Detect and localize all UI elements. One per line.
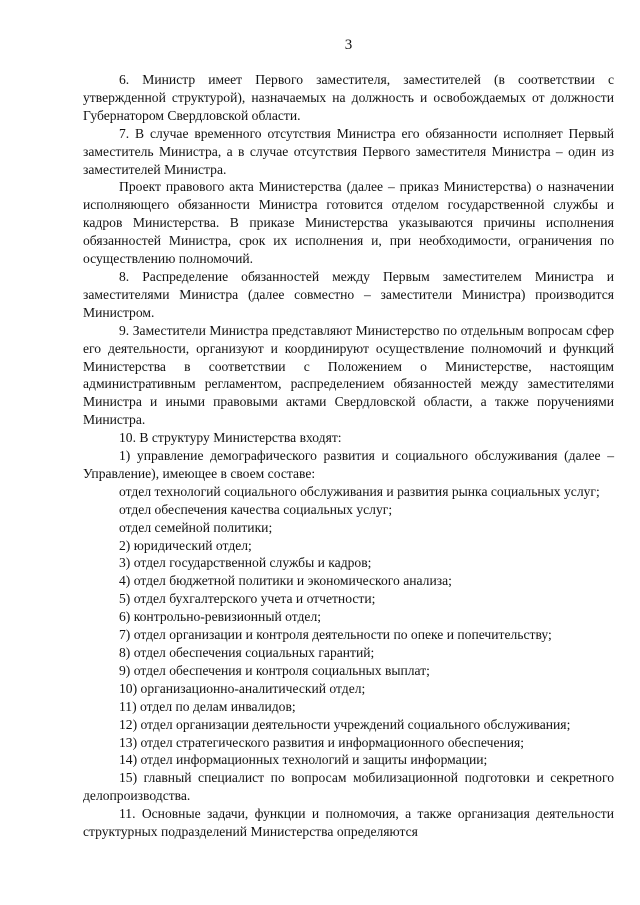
paragraph-8: 8. Распределение обязанностей между Первым заместителем Министра и заместителями Министра (далее совместно – заместители Министра) производится Министром. <box>83 268 614 320</box>
structure-subitem: отдел обеспечения качества социальных услуг; <box>119 501 393 517</box>
structure-item: 2) юридический отдел; <box>119 537 252 553</box>
structure-item: 6) контрольно-ревизионный отдел; <box>119 609 322 625</box>
paragraph-7-continuation: Проект правового акта Министерства (далее – приказ Министерства) о назначении исполняющего обязанности Министра готовится отделом государственной службы и кадров Министерства. В приказе Министерства указываются причины исполнения обязанностей Министра, срок их исполнения и, при необходимости, ограничения по осуществлению полномочий. <box>83 179 614 267</box>
structure-item: 13) отдел стратегического развития и информационного обеспечения; <box>119 734 525 750</box>
structure-item: 4) отдел бюджетной политики и экономического анализа; <box>119 573 452 589</box>
structure-subitem: отдел семейной политики; <box>119 519 273 535</box>
structure-item: 11) отдел по делам инвалидов; <box>119 698 296 714</box>
structure-item: 7) отдел организации и контроля деятельности по опеке и попечительству; <box>119 627 552 643</box>
structure-item: 8) отдел обеспечения социальных гарантий; <box>119 645 375 660</box>
structure-item: 5) отдел бухгалтерского учета и отчетности; <box>119 591 376 607</box>
paragraph-7: 7. В случае временного отсутствия Министра его обязанности исполняет Первый заместитель Министра, а в случае отсутствия Первого заместителя Министра – один из заместителей Министра. <box>83 125 614 177</box>
structure-item: 15) главный специалист по вопросам мобилизационной подготовки и секретного делопроизводства. <box>83 770 614 804</box>
paragraph-6: 6. Министр имеет Первого заместителя, заместителей (в соответствии с утвержденной структурой), назначаемых на должность и освобождаемых от должности Губернатором Свердловской области. <box>83 72 614 123</box>
structure-item: 14) отдел информационных технологий и защиты информации; <box>119 752 488 768</box>
structure-item: 9) отдел обеспечения и контроля социальных выплат; <box>119 662 430 678</box>
paragraph-11: 11. Основные задачи, функции и полномочия, а также организация деятельности структурных подразделений Министерства определяются <box>83 806 614 840</box>
structure-subitem: отдел технологий социального обслуживания и развития рынка социальных услуг; <box>119 483 600 499</box>
structure-item: 3) отдел государственной службы и кадров; <box>119 555 372 571</box>
paragraph-9: 9. Заместители Министра представляют Министерство по отдельным вопросам сфер его деятельности, организуют и координируют осуществление полномочий и функций Министерства в соответствии с Положением о Министерстве, настоящим административным регламентом, распределением обязанностей между заместителями Министра и иными правовыми актами Свердловской области, а также поручениями Министра. <box>83 322 614 428</box>
structure-list <box>83 447 614 805</box>
structure-item-1: 1) управление демографического развития и социального обслуживания (далее – Управление), имеющее в своем составе: <box>83 448 614 481</box>
paragraph-10: 10. В структуру Министерства входят: <box>119 430 342 446</box>
page-number: 3 <box>344 37 353 53</box>
structure-item: 12) отдел организации деятельности учреждений социального обслуживания; <box>119 716 571 732</box>
structure-item: 10) организационно-аналитический отдел; <box>119 680 366 696</box>
